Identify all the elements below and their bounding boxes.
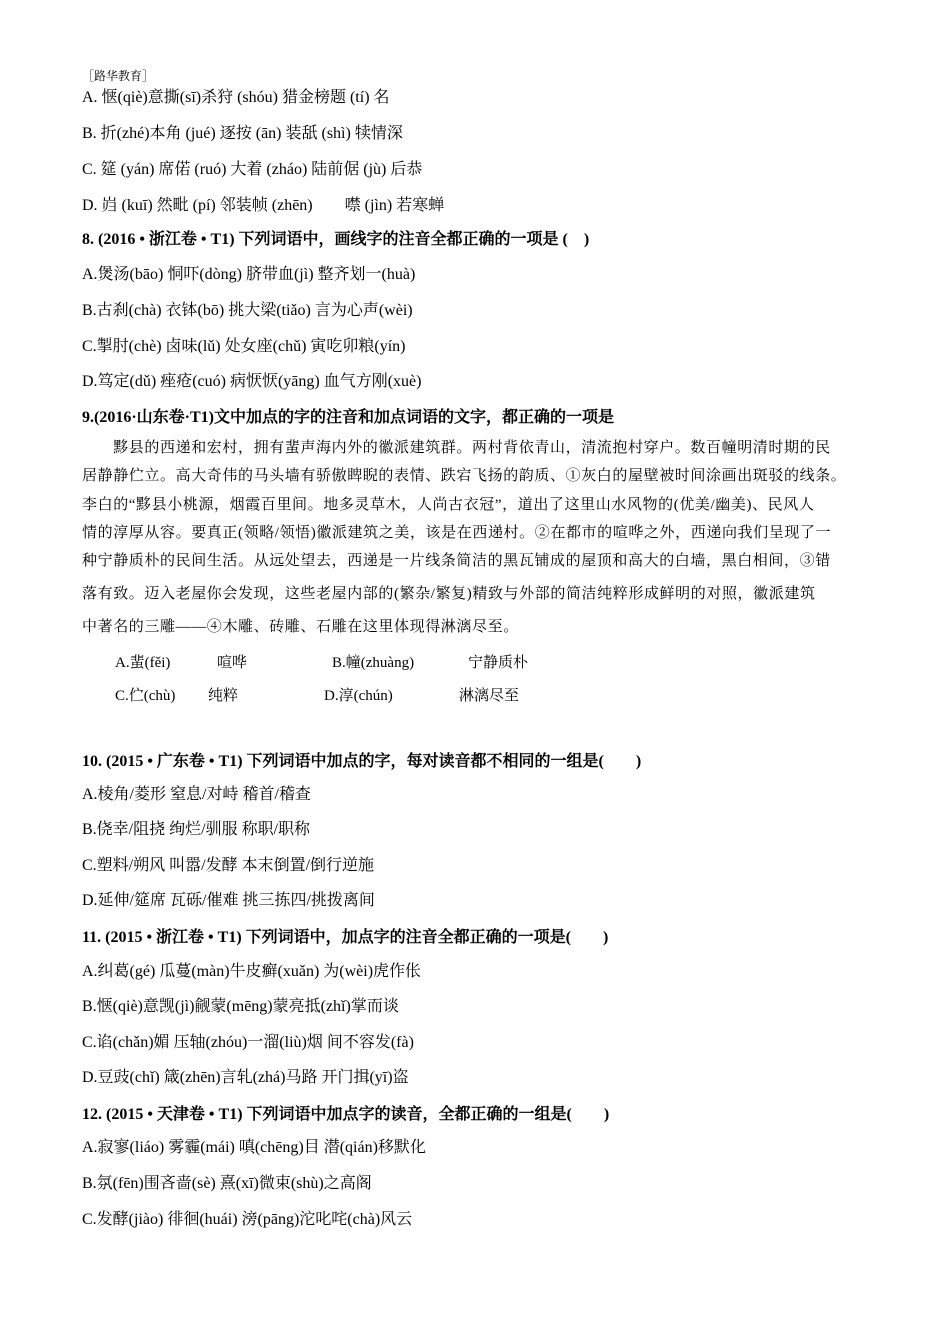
q10-stem: 10. (2015 • 广东卷 • T1) 下列词语中加点的字，每对读音都不相同的一组是( ): [82, 753, 642, 770]
passage-line: 居静静伫立。高大奇伟的马头墙有骄傲睥睨的表情、跌宕飞扬的韵质、①灰白的屋壁被时间涂画出斑驳的线条。: [82, 468, 847, 484]
q10-option-d: D.延伸/筵席 瓦砾/催难 挑三拣四/挑拨离间: [82, 892, 375, 909]
q8-option-a: A.煲汤(bāo) 恫吓(dòng) 脐带血(jì) 整齐划一(huà): [82, 266, 416, 283]
q9-option-a-word: 喧哗: [217, 655, 248, 671]
q9-option-b-word: 宁静质朴: [468, 655, 529, 671]
q11-option-b: B.惬(qiè)意觊(jì)觎蒙(mēng)蒙亮抵(zhǐ)掌而谈: [82, 998, 399, 1015]
q12-option-b: B.氛(fēn)围吝啬(sè) 熹(xī)微束(shù)之高阁: [82, 1175, 372, 1192]
q9-option-c: C.伫(chù): [115, 688, 176, 704]
q9-option-d: D.淳(chún): [324, 688, 393, 704]
q11-option-c: C.谄(chǎn)媚 压轴(zhóu)一溜(liù)烟 间不容发(fà): [82, 1034, 414, 1051]
q12-option-c: C.发酵(jiào) 徘徊(huái) 滂(pāng)沱叱咤(chà)风云: [82, 1211, 413, 1228]
q7-option-d: D. 岿 (kuī) 然毗 (pí) 邻装帧 (zhēn) 噤 (jìn) 若寒蝉: [82, 197, 445, 214]
q9-option-a: A.蜚(fěi): [115, 655, 171, 671]
q8-option-b: B.古刹(chà) 衣钵(bō) 挑大梁(tiǎo) 言为心声(wèi): [82, 302, 413, 319]
page-header: ［路华教育］: [82, 69, 155, 83]
q7-option-c: C. 筵 (yán) 席偌 (ruó) 大着 (zháo) 陆前倨 (jù) 后恭: [82, 161, 423, 178]
passage-line: 落有致。迈入老屋你会发现，这些老屋内部的(繁杂/繁复)精致与外部的简洁纯粹形成鲜明的对照，徽派建筑: [82, 586, 816, 602]
q10-option-b: B.侥幸/阻挠 绚烂/驯服 称职/职称: [82, 821, 311, 838]
q8-option-c: C.掣肘(chè) 卤味(lǔ) 处女座(chǔ) 寅吃卯粮(yín): [82, 338, 406, 355]
passage-line: 中著名的三雕——④木雕、砖雕、石雕在这里体现得淋漓尽至。: [82, 619, 519, 635]
q11-option-d: D.豆豉(chǐ) 箴(zhēn)言轧(zhá)马路 开门揖(yī)盗: [82, 1069, 409, 1086]
q9-stem: 9.(2016·山东卷·T1)文中加点的字的注音和加点词语的文字，都正确的一项是: [82, 409, 615, 426]
q7-option-b: B. 折(zhé)本角 (jué) 逐按 (ān) 装舐 (shì) 犊情深: [82, 125, 403, 142]
q7-option-a: A. 惬(qiè)意撕(sī)杀狩 (shóu) 猎金榜题 (tí) 名: [82, 89, 390, 106]
q10-option-c: C.塑料/朔风 叫嚣/发酵 本末倒置/倒行逆施: [82, 857, 375, 874]
q9-option-c-word: 纯粹: [208, 688, 239, 704]
q12-option-a: A.寂寥(liáo) 雾霾(mái) 嗔(chēng)目 潜(qián)移默化: [82, 1139, 426, 1156]
q12-stem: 12. (2015 • 天津卷 • T1) 下列词语中加点字的读音，全都正确的一组是( ): [82, 1106, 610, 1123]
q10-option-a: A.棱角/菱形 窒息/对峙 稽首/稽查: [82, 786, 311, 803]
q8-stem: 8. (2016 • 浙江卷 • T1) 下列词语中，画线字的注音全都正确的一项是 ( ): [82, 231, 590, 248]
q9-option-d-word: 淋漓尽至: [459, 688, 520, 704]
q8-option-d: D.笃定(dǔ) 痤疮(cuó) 病恹恹(yāng) 血气方刚(xuè): [82, 373, 422, 390]
q11-option-a: A.纠葛(gé) 瓜蔓(màn)牛皮癣(xuǎn) 为(wèi)虎作伥: [82, 963, 422, 980]
passage-line: 情的淳厚从容。要真正(领略/领悟)徽派建筑之美，该是在西递村。②在都市的喧哗之外，西递向我们呈现了一: [82, 525, 832, 541]
passage-line: 李白的“黟县小桃源，烟霞百里间。地多灵草木，人尚古衣冠”，道出了这里山水风物的(优美/幽美)、民风人: [82, 497, 815, 513]
passage-line: 黟县的西递和宏村，拥有蜚声海内外的徽派建筑群。两村背依青山，清流抱村穿户。数百幢明清时期的民: [82, 440, 831, 456]
passage-line: 种宁静质朴的民间生活。从远处望去，西递是一片线条简洁的黑瓦铺成的屋顶和高大的白墙，黑白相间，③错: [82, 553, 831, 569]
q11-stem: 11. (2015 • 浙江卷 • T1) 下列词语中，加点字的注音全都正确的一项是( ): [82, 929, 609, 946]
q9-option-b: B.幢(zhuàng): [332, 655, 415, 671]
